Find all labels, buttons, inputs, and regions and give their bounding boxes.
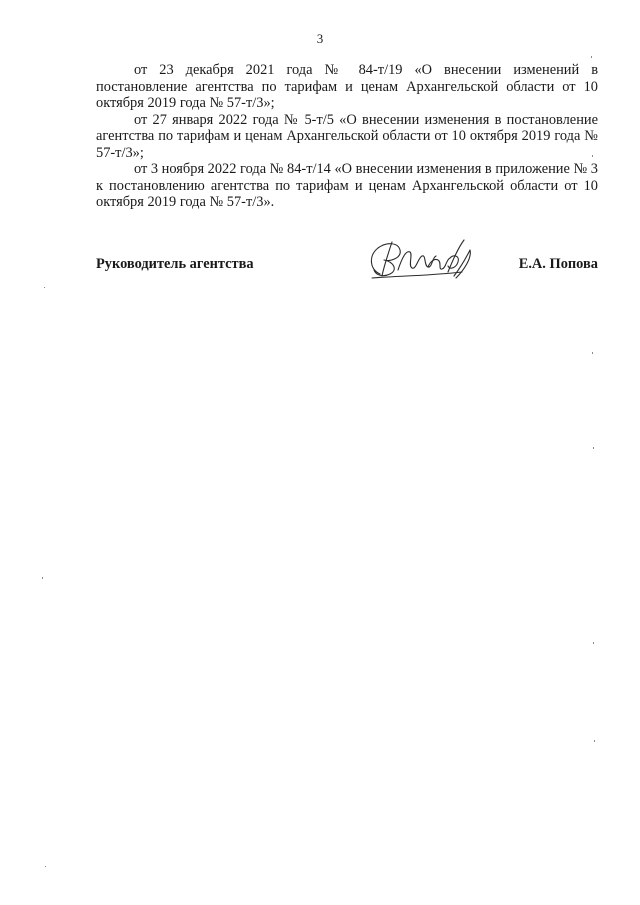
paragraph-3: от 3 ноября 2022 года № 84-т/14 «О внесении изменения в приложение № 3 к постановлению агентства по тарифам и ценам Архангельской области от 10 октября 2019 года № 57-т/3». <box>96 161 598 210</box>
scan-speck <box>593 447 594 449</box>
signature-block <box>96 236 598 286</box>
paragraph-1: от 23 декабря 2021 года № 84-т/19 «О внесении изменений в постановление агентства по тарифам и ценам Архангельской области от 10 октября 2019 года № 57-т/3»; <box>96 62 598 111</box>
document-body <box>96 62 598 211</box>
scan-speck <box>591 56 592 58</box>
signatory-name: Е.А. Попова <box>518 256 598 272</box>
handwritten-signature <box>366 236 478 284</box>
page-number: 3 <box>316 31 324 46</box>
signatory-title: Руководитель агентства <box>96 256 254 272</box>
scan-speck <box>42 577 43 579</box>
scan-speck <box>592 155 593 157</box>
scan-speck <box>44 287 45 288</box>
paragraph-2: от 27 января 2022 года № 5-т/5 «О внесении изменения в постановление агентства по тарифам и ценам Архангельской области от 10 октября 2019 года № 57-т/3»; <box>96 111 598 161</box>
scan-speck <box>594 740 595 742</box>
scan-speck <box>45 866 46 867</box>
scan-speck <box>593 642 594 644</box>
scan-speck <box>592 352 593 354</box>
